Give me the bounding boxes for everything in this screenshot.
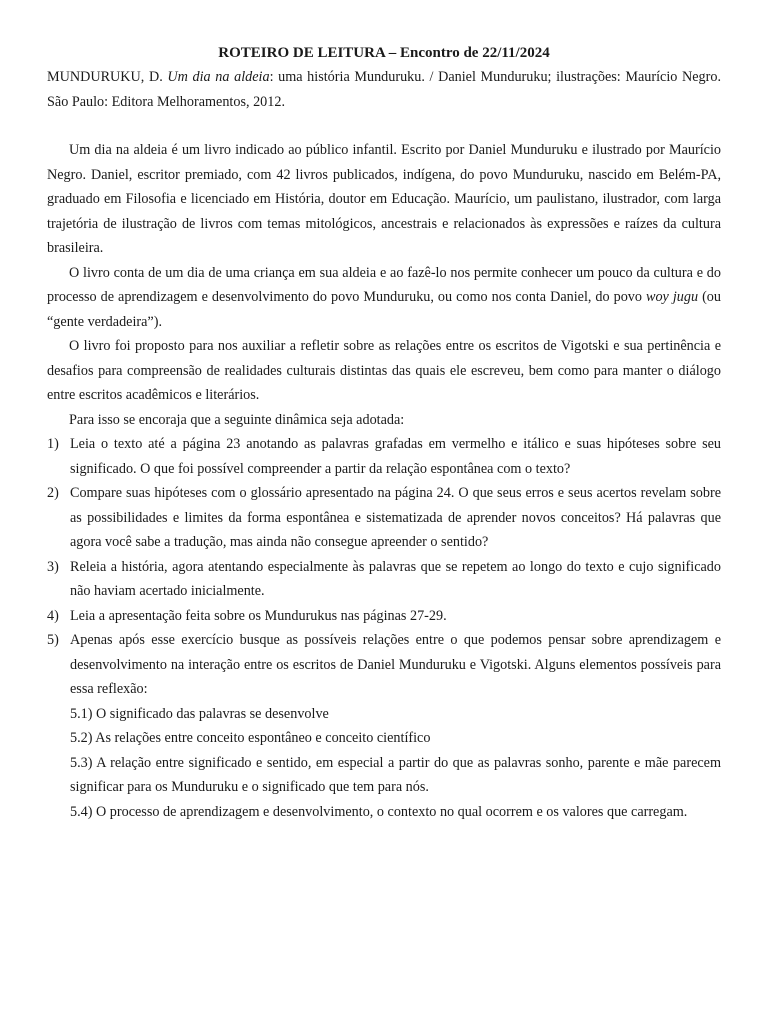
paragraph-dynamic-intro: Para isso se encoraja que a seguinte dinâmica seja adotada:: [69, 411, 405, 428]
reference-details: : uma história Munduruku. / Daniel Munduruku; ilustrações: Maurício Negro. São Paulo: Editora Melhoramentos, 2012.: [47, 69, 721, 110]
paragraph-book-content-tail: (ou “gente verdadeira”).: [47, 289, 721, 330]
list-item-text: Releia a história, agora atentando especialmente às palavras que se repetem ao longo do texto e cujo significado não haviam acertado inicialmente.: [70, 558, 721, 599]
list-item: [47, 432, 721, 481]
list-item-number: 3): [47, 558, 59, 575]
sub-item: 5.3) A relação entre significado e sentido, em especial a partir do que as palavras sonho, parente e mãe parecem significar para os Munduruku e o significado que tem para nós.: [70, 754, 721, 795]
document-title: ROTEIRO DE LEITURA – Encontro de 22/11/2024: [218, 45, 550, 61]
list-item-number: 2): [47, 485, 59, 501]
list-item: [47, 555, 721, 604]
list-item-text: Apenas após esse exercício busque as possíveis relações entre o que podemos pensar sobre aprendizagem e desenvolvimento na interação entre os escritos de Daniel Munduruku e Vigotski. Alguns elementos possíveis para essa reflexão:: [70, 632, 721, 697]
indigenous-term: woy jugu: [646, 289, 699, 305]
list-item: [47, 604, 721, 629]
sub-item: 5.1) O significado das palavras se desenvolve: [70, 705, 329, 722]
paragraph-book-content-text: O livro conta de um dia de uma criança em sua aldeia e ao fazê-lo nos permite conhecer um pouco da cultura e do processo de aprendizagem e desenvolvimento do povo Munduruku, ou como nos conta Daniel, do povo: [47, 264, 721, 305]
reference-book-title: Um dia na aldeia: [167, 69, 270, 85]
list-item-text: Compare suas hipóteses com o glossário apresentado na página 24. O que seus erros e seus acertos revelam sobre as possibilidades e limites da forma espontânea e sistematizada de aprender novos conceitos? Há palavras que agora você sabe a tradução, mas ainda não consegue apreender o sentido?: [70, 485, 721, 550]
sub-item: 5.4) O processo de aprendizagem e desenvolvimento, o contexto no qual ocorrem e os valores que carregam.: [70, 803, 688, 820]
bibliographic-reference: [47, 65, 721, 114]
list-item-text: Leia o texto até a página 23 anotando as palavras grafadas em vermelho e itálico e suas hipóteses sobre seu significado. O que foi possível compreender a partir da relação espontânea com o texto?: [70, 436, 721, 477]
reference-author: MUNDURUKU, D.: [47, 69, 168, 85]
list-item-text: Leia a apresentação feita sobre os Mundurukus nas páginas 27-29.: [70, 607, 447, 624]
list-item: [47, 481, 721, 555]
list-item-number: 1): [47, 436, 59, 452]
paragraph-book-intro: Um dia na aldeia é um livro indicado ao público infantil. Escrito por Daniel Munduruku e ilustrado por Maurício Negro. Daniel, escritor premiado, com 42 livros publicados, indígena, do povo Munduruku, nascido em Belém-PA, graduado em Filosofia e licenciado em História, doutor em Educação. Maurício, um paulistano, ilustrador, com larga trajetória de ilustração de livros com temas mitológicos, ancestrais e relacionados às expressões e raízes da cultura brasileira.: [47, 142, 721, 256]
paragraph-book-content: [47, 261, 721, 335]
sub-item: 5.2) As relações entre conceito espontâneo e conceito científico: [70, 730, 431, 746]
list-item-number: 5): [47, 632, 59, 648]
activity-list: [47, 432, 721, 824]
paragraph-purpose: O livro foi proposto para nos auxiliar a refletir sobre as relações entre os escritos de Vigotski e sua pertinência e desafios para compreensão de realidades culturais distintas das quais ele escreveu, bem como para manter o diálogo entre escritos acadêmicos e literários.: [47, 338, 721, 403]
list-item: [47, 628, 721, 824]
list-item-number: 4): [47, 607, 59, 624]
